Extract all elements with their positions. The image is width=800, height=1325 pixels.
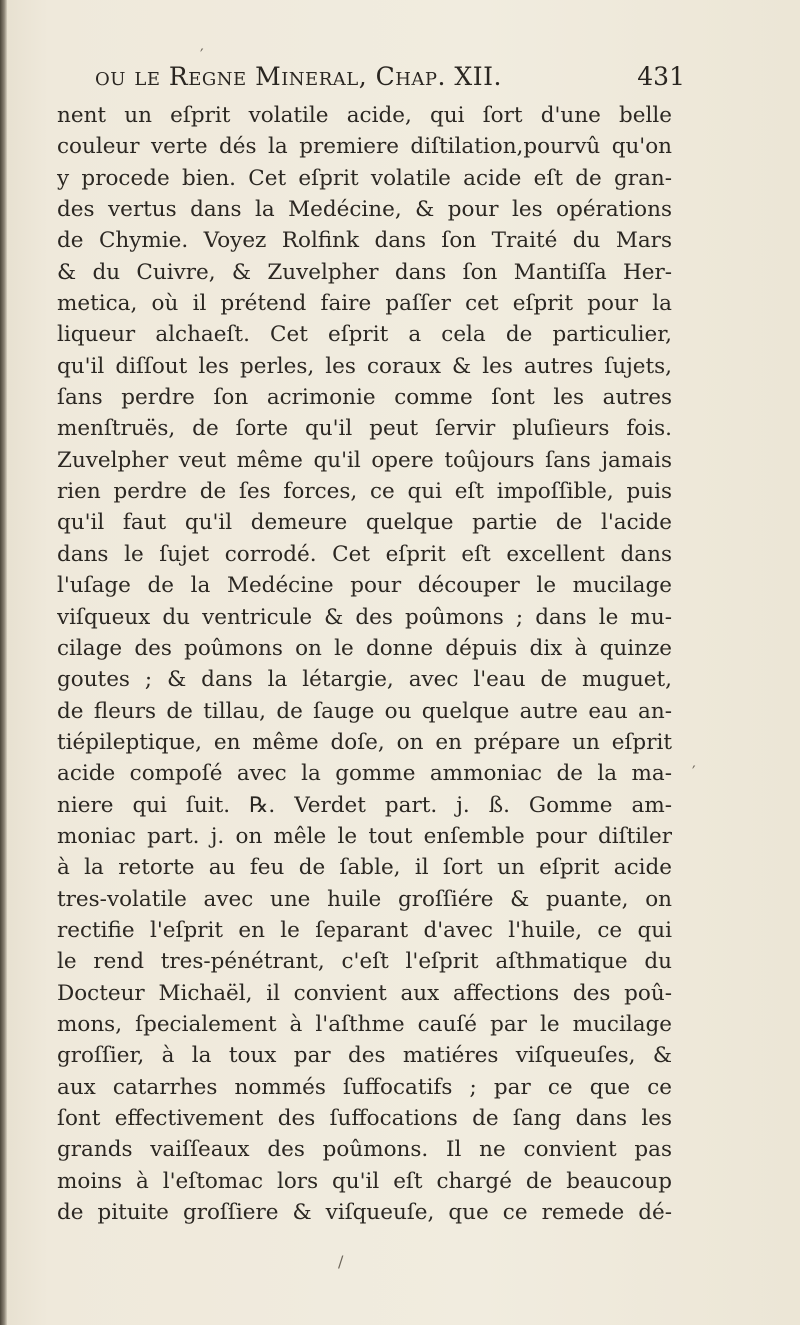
text-line: grands vaiſſeaux des poûmons. Il ne convient pas — [57, 1137, 672, 1163]
text-line: cilage des poûmons on le donne dépuis dix à quinze — [57, 635, 672, 661]
text-line: Zuvelpher veut même qu'il opere toûjours ſans jamais — [57, 447, 672, 473]
text-line: & du Cuivre, & Zuvelpher dans ſon Mantiſſa Her- — [57, 259, 672, 285]
running-title: ou le Regne Mineral, Chap. XII. — [95, 62, 502, 91]
text-line: des vertus dans la Medécine, & pour les opérations — [57, 197, 672, 223]
ink-speck: ′ — [200, 45, 204, 64]
text-line: tiépileptique, en même doſe, on en prépare un eſprit — [57, 729, 672, 755]
text-line: mons, ſpecialement à l'aſthme cauſé par le mucilage — [57, 1011, 672, 1037]
text-line: viſqueux du ventricule & des poûmons ; dans le mu- — [57, 604, 672, 630]
text-line: y procede bien. Cet eſprit volatile acide eſt de gran- — [57, 165, 672, 191]
text-line: moniac part. j. on mêle le tout enſemble pour diſtiler — [57, 823, 672, 849]
text-line: liqueur alchaeſt. Cet eſprit a cela de particulier, — [57, 322, 672, 348]
text-line: qu'il diſſout les perles, les coraux & les autres ſujets, — [57, 353, 672, 379]
text-line: menſtruës, de ſorte qu'il peut ſervir pluſieurs fois. — [57, 416, 672, 442]
ink-speck: / — [338, 1252, 344, 1271]
page-header — [95, 62, 685, 102]
text-line: niere qui ſuit. ℞. Verdet part. j. ß. Gomme am- — [57, 792, 672, 818]
text-line: tres-volatile avec une huile groſſiére & puante, on — [57, 886, 672, 912]
text-line: metica, où il prétend faire paſſer cet eſprit pour la — [57, 291, 672, 317]
text-line: couleur verte dés la premiere diſtilation,pourvû qu'on — [57, 134, 672, 160]
text-line: l'uſage de la Medécine pour découper le mucilage — [57, 573, 672, 599]
text-line: goutes ; & dans la létargie, avec l'eau de muguet, — [57, 667, 672, 693]
text-line: moins à l'eſtomac lors qu'il eſt chargé de beaucoup — [57, 1168, 672, 1194]
text-line: nent un eſprit volatile acide, qui ſort d'une belle — [57, 103, 672, 128]
text-line: dans le ſujet corrodé. Cet eſprit eſt excellent dans — [57, 541, 672, 567]
body-text — [57, 100, 672, 1228]
text-line: ſont effectivement des ſuffocations de ſang dans les — [57, 1106, 672, 1131]
page-number: 431 — [637, 62, 685, 91]
text-line: à la retorte au feu de ſable, il ſort un eſprit acide — [57, 855, 672, 881]
text-line: de Chymie. Voyez Rolfink dans ſon Traité du Mars — [57, 228, 672, 254]
text-line: aux catarrhes nommés ſuffocatifs ; par ce que ce — [57, 1074, 672, 1100]
text-line: ſans perdre ſon acrimonie comme ſont les autres — [57, 385, 672, 411]
text-line: rien perdre de ſes forces, ce qui eſt impoſſible, puis — [57, 479, 672, 505]
ink-speck: ′ — [692, 762, 696, 781]
text-line: rectifie l'eſprit en le ſeparant d'avec l'huile, ce qui — [57, 917, 672, 943]
text-line: qu'il faut qu'il demeure quelque partie de l'acide — [57, 510, 672, 536]
text-line: Docteur Michaël, il convient aux affections des poû- — [57, 980, 672, 1006]
book-spine-shadow — [0, 0, 7, 1325]
text-line: le rend tres-pénétrant, c'eſt l'eſprit aſthmatique du — [57, 949, 672, 975]
text-line: groſſier, à la toux par des matiéres viſqueuſes, & — [57, 1043, 672, 1069]
text-line: de fleurs de tillau, de ſauge ou quelque autre eau an- — [57, 698, 672, 724]
text-line: de pituite groſſiere & viſqueuſe, que ce remede dé- — [57, 1200, 672, 1226]
text-line: acide compoſé avec la gomme ammoniac de la ma- — [57, 761, 672, 787]
